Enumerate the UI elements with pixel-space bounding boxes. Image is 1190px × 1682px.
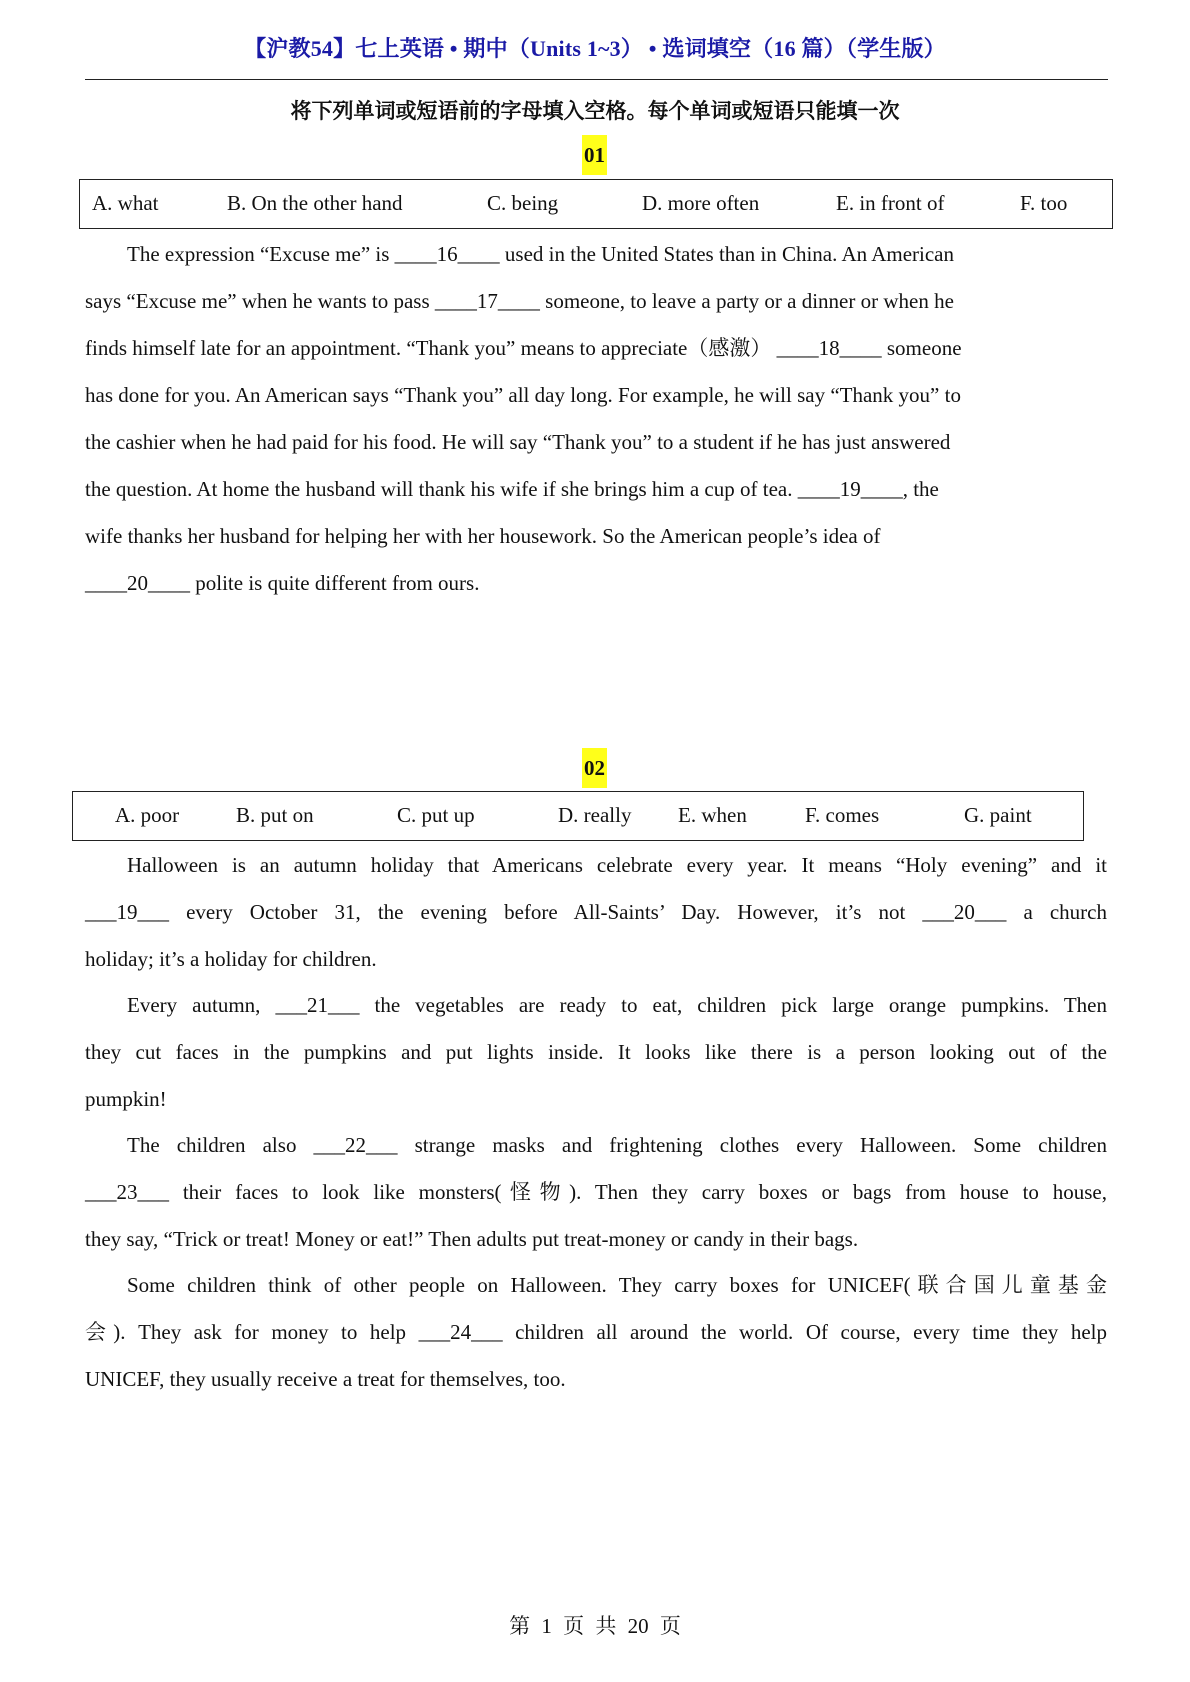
passage-01-paragraph <box>85 231 1107 607</box>
passage-line: finds himself late for an appointment. “Thank you” means to appreciate（感激） ____18____ someone <box>85 336 962 360</box>
passage-line: the question. At home the husband will thank his wife if she brings him a cup of tea. ____19____, the <box>85 477 939 501</box>
passage-line: Halloween is an autumn holiday that Americans celebrate every year. It means “Holy evening” and it <box>127 853 1107 877</box>
passage-line: holiday; it’s a holiday for children. <box>85 947 377 971</box>
passage-line: The expression “Excuse me” is ____16____ used in the United States than in China. An American <box>127 242 954 266</box>
word-option: E. in front of <box>836 191 945 215</box>
passage-line: Some children think of other people on Halloween. They carry boxes for UNICEF(联合国儿童基金 <box>127 1273 1107 1297</box>
passage-line: ____20____ polite is quite different from ours. <box>85 571 480 595</box>
section-number-01: 01 <box>582 135 607 175</box>
word-bank-02 <box>72 791 1084 841</box>
instruction-text: 将下列单词或短语前的字母填入空格。每个单词或短语只能填一次 <box>290 99 900 123</box>
word-option: E. when <box>678 803 747 827</box>
word-option: D. more often <box>642 191 760 215</box>
section-number-02: 02 <box>582 748 607 788</box>
passage-line: UNICEF, they usually receive a treat for themselves, too. <box>85 1367 566 1391</box>
passage-line: Every autumn, ___21___ the vegetables are ready to eat, children pick large orange pumpkins. Then <box>127 993 1107 1017</box>
word-option: C. put up <box>397 803 475 827</box>
passage-line: The children also ___22___ strange masks and frightening clothes every Halloween. Some children <box>127 1133 1107 1157</box>
passage-line: they cut faces in the pumpkins and put lights inside. It looks like there is a person looking out of the <box>85 1040 1107 1064</box>
passage-line: says “Excuse me” when he wants to pass ____17____ someone, to leave a party or a dinner or when he <box>85 289 954 313</box>
passage-line: they say, “Trick or treat! Money or eat!” Then adults put treat-money or candy in their bags. <box>85 1227 859 1251</box>
word-option: A. poor <box>115 803 180 827</box>
passage-02-paragraph-3 <box>85 1122 1107 1263</box>
document-title: 【沪教54】七上英语 • 期中（Units 1~3） • 选词填空（16 篇）（学生版） <box>244 36 946 61</box>
word-option: B. put on <box>236 803 314 827</box>
passage-02-paragraph-4 <box>85 1262 1107 1403</box>
passage-02-paragraph-2 <box>85 982 1107 1123</box>
passage-line: ___19___ every October 31, the evening before All-Saints’ Day. However, it’s not ___20___ a church <box>85 900 1107 924</box>
passage-02-paragraph-1 <box>85 842 1107 983</box>
word-option: G. paint <box>964 803 1032 827</box>
passage-line: wife thanks her husband for helping her with her housework. So the American people’s idea of <box>85 524 881 548</box>
passage-line: pumpkin! <box>85 1087 167 1111</box>
word-option: C. being <box>487 191 559 215</box>
word-option: D. really <box>558 803 632 827</box>
passage-line: 会). They ask for money to help ___24___ children all around the world. Of course, every time they help <box>85 1320 1107 1344</box>
word-option: F. comes <box>805 803 880 827</box>
header-divider <box>85 79 1108 80</box>
word-option: B. On the other hand <box>227 191 403 215</box>
word-option: A. what <box>92 191 159 215</box>
word-option: F. too <box>1020 191 1068 215</box>
word-bank-01 <box>79 179 1113 229</box>
page-number-footer: 第 1 页 共 20 页 <box>509 1614 681 1638</box>
passage-line: has done for you. An American says “Thank you” all day long. For example, he will say “Thank you” to <box>85 383 961 407</box>
passage-line: the cashier when he had paid for his food. He will say “Thank you” to a student if he has just answered <box>85 430 951 454</box>
passage-line: ___23___ their faces to look like monsters(怪物). Then they carry boxes or bags from house to house, <box>85 1180 1107 1204</box>
